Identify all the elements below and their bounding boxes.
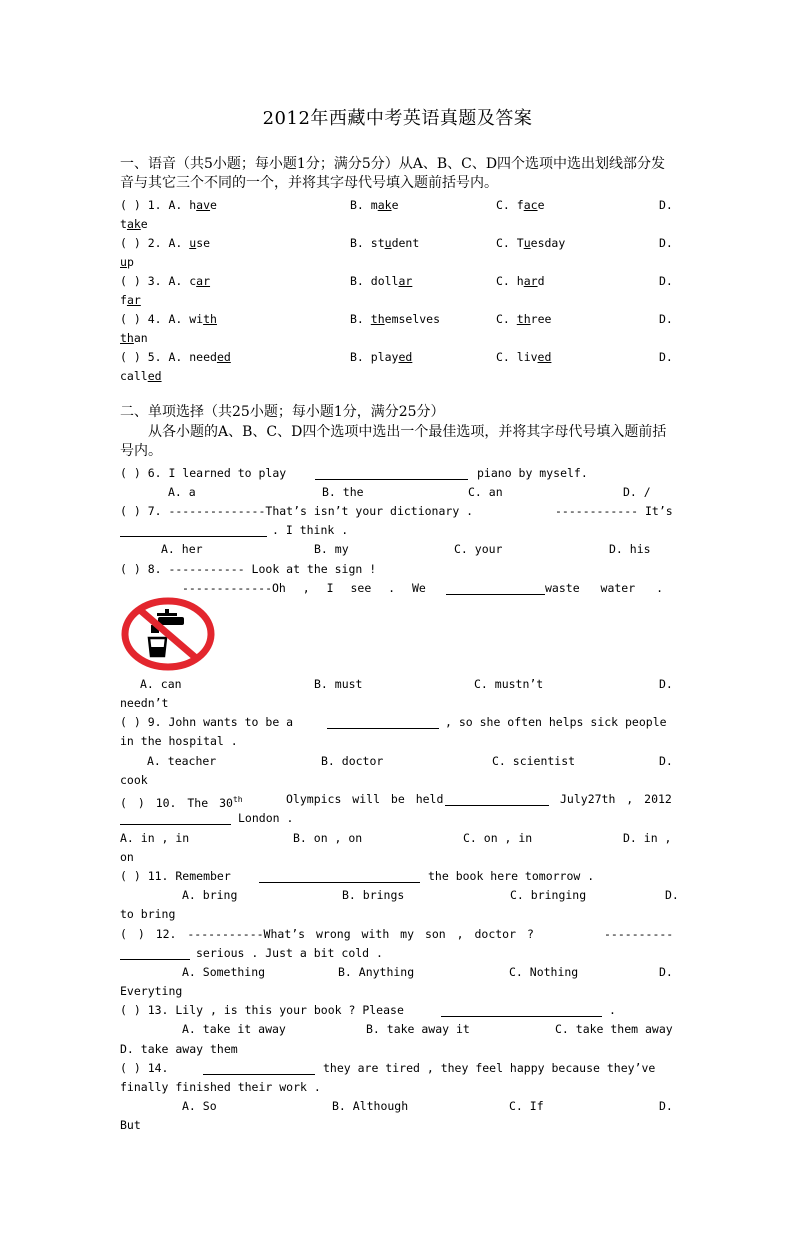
option-a	[120, 348, 231, 367]
phonetics-question-4	[120, 310, 675, 329]
question-10-options	[120, 829, 675, 848]
phonetics-question-2-option-d	[120, 253, 675, 272]
question-9-option-d: cook	[120, 773, 148, 787]
option-c: C. on , in	[463, 831, 533, 845]
question-11	[120, 867, 675, 886]
option-text: se	[196, 236, 211, 250]
option-text: A. c	[168, 274, 197, 288]
option-a: A. her	[161, 542, 203, 556]
option-text: A. need	[168, 350, 217, 364]
option-d-label: D.	[659, 965, 673, 979]
option-c: C. Nothing	[509, 965, 579, 979]
option-c: C. If	[509, 1099, 544, 1113]
section1-heading	[120, 155, 675, 193]
question-9-stem: ( ) 9. John wants to be a	[120, 715, 294, 729]
answer-blank[interactable]	[446, 582, 545, 595]
option-text: ( ) 1.	[120, 198, 169, 212]
option-b	[350, 348, 412, 367]
option-d-label	[659, 348, 673, 367]
option-text: ree	[530, 312, 552, 326]
option-text: dent	[391, 236, 420, 250]
option-d-label: D. in ,	[623, 831, 672, 845]
question-6-end: piano by myself.	[477, 466, 588, 480]
option-text: C. h	[496, 274, 524, 288]
question-10	[120, 790, 675, 809]
option-c: C. scientist	[492, 754, 576, 768]
option-a: A. in , in	[120, 831, 190, 845]
option-a	[120, 196, 217, 215]
option-text: d	[537, 274, 545, 288]
option-b: B. take away it	[366, 1022, 470, 1036]
question-12-option-d: Everyting	[120, 984, 183, 998]
underlined-letters: th	[516, 312, 531, 326]
section1-heading-line1: 一、语音（共5小题；每小题1分；满分5分）从A、B、C、D四个选项中选出划线部分发	[120, 156, 666, 172]
option-text: C.	[496, 312, 517, 326]
option-b	[350, 196, 399, 215]
option-d: D. his	[609, 542, 651, 556]
question-9-end: , so she often helps sick people	[445, 715, 667, 729]
question-13-end: .	[609, 1003, 616, 1017]
phonetics-question-5-option-d	[120, 367, 675, 386]
option-text: an	[133, 331, 148, 345]
question-7-stem: ( ) 7. --------------That’s isn’t your dictionary .	[120, 504, 474, 518]
question-14	[120, 1059, 675, 1078]
section2-instruction	[148, 423, 675, 442]
option-text: p	[126, 255, 134, 269]
option-a: A. Something	[182, 965, 266, 979]
option-text: e	[140, 217, 148, 231]
option-text: A.	[168, 236, 190, 250]
option-c	[496, 234, 565, 253]
option-text: emselves	[384, 312, 441, 326]
option-d-label: D.	[665, 888, 679, 902]
option-text: e	[537, 198, 545, 212]
question-10-line2	[120, 809, 675, 828]
underlined-letters: ar	[196, 274, 211, 288]
answer-blank[interactable]	[327, 716, 439, 729]
answer-blank[interactable]	[203, 1062, 315, 1075]
underlined-letters: u	[384, 236, 392, 250]
option-text: A. h	[168, 198, 197, 212]
answer-blank[interactable]	[259, 870, 420, 883]
option-b: B. must	[314, 677, 363, 691]
option-b	[350, 234, 419, 253]
question-7-options	[120, 540, 675, 559]
option-text: ( ) 2.	[120, 236, 169, 250]
question-8-response: -------------Oh , I see . We	[182, 581, 426, 595]
question-10-end: London .	[238, 811, 294, 825]
answer-blank[interactable]	[315, 467, 468, 480]
section2-heading: 二、单项选择（共25小题；每小题1分，满分25分）	[120, 404, 445, 420]
option-c: C. your	[454, 542, 503, 556]
answer-blank[interactable]	[120, 947, 190, 960]
option-c	[496, 272, 545, 291]
question-8-end: waste water .	[545, 581, 664, 595]
superscript: th	[232, 795, 243, 804]
underlined-letters: ar	[126, 293, 141, 307]
underlined-letters: ed	[398, 350, 413, 364]
underlined-letters: th	[120, 331, 134, 345]
option-text: t	[120, 217, 127, 231]
option-b: B. my	[314, 542, 349, 556]
option-a: A. a	[168, 485, 196, 499]
option-text: B. play	[350, 350, 399, 364]
option-text: B. st	[350, 236, 385, 250]
underlined-letters: ar	[523, 274, 538, 288]
option-text: e	[210, 198, 217, 212]
phonetics-question-4-option-d	[120, 329, 675, 348]
question-13-stem: ( ) 13. Lily , is this your book ? Please	[120, 1003, 404, 1017]
option-c: C. an	[468, 485, 503, 499]
phonetics-question-3-option-d	[120, 291, 675, 310]
option-text: esday	[530, 236, 566, 250]
option-text: D.	[659, 350, 673, 364]
option-c	[496, 310, 551, 329]
question-9-options	[120, 752, 675, 771]
underlined-letters: ak	[377, 198, 392, 212]
option-a	[120, 272, 210, 291]
option-text: D.	[659, 236, 673, 250]
underlined-letters: ak	[126, 217, 141, 231]
option-d-label: D.	[659, 677, 673, 691]
question-11-end: the book here tomorrow .	[428, 869, 595, 883]
underlined-letters: th	[203, 312, 217, 326]
question-11-options	[120, 886, 679, 905]
underlined-letters: u	[189, 236, 197, 250]
underlined-letters: ed	[537, 350, 552, 364]
question-13	[120, 1001, 675, 1020]
question-8-option-d: needn’t	[120, 696, 169, 710]
option-text: D.	[659, 274, 673, 288]
question-10-date: July27th , 2012	[560, 792, 672, 806]
question-11-option-d: to bring	[120, 907, 176, 921]
option-d-label	[659, 272, 673, 291]
option-b	[350, 310, 440, 329]
phonetics-question-3	[120, 272, 675, 291]
option-d-label	[659, 310, 673, 329]
option-text: ( ) 5.	[120, 350, 169, 364]
question-6-stem: ( ) 6. I learned to play	[120, 466, 287, 480]
option-text: e	[391, 198, 399, 212]
phonetics-question-5	[120, 348, 675, 367]
option-b: B. on , on	[293, 831, 363, 845]
question-14-option-d: But	[120, 1118, 141, 1132]
option-a: A. teacher	[147, 754, 217, 768]
option-b: B. Although	[332, 1099, 409, 1113]
underlined-letters: ac	[523, 198, 538, 212]
option-d-label: D.	[659, 754, 673, 768]
option-a: A. So	[182, 1099, 217, 1113]
option-a	[120, 234, 210, 253]
option-d-label: D.	[659, 1099, 673, 1113]
option-text: C. T	[496, 236, 524, 250]
question-7-line2	[120, 521, 675, 540]
question-7-end: . I think .	[272, 523, 349, 537]
phonetics-question-1	[120, 196, 675, 215]
question-7-mid: ------------ It’s	[555, 504, 673, 518]
question-12-stem: ( ) 12. -----------What’s wrong with my son , doctor ?	[120, 927, 534, 941]
option-b: B. Anything	[338, 965, 415, 979]
answer-blank[interactable]	[441, 1004, 602, 1017]
question-10-option-d: on	[120, 850, 134, 864]
question-10-stem-text: ( ) 10. The 30	[120, 795, 233, 810]
option-d-label	[659, 234, 673, 253]
option-text: f	[120, 293, 127, 307]
underlined-letters: u	[120, 255, 127, 269]
option-text: B. doll	[350, 274, 399, 288]
underlined-letters: ed	[147, 369, 162, 383]
option-a: A. can	[140, 677, 182, 691]
question-8	[120, 560, 675, 579]
option-c: C. take them away	[555, 1022, 673, 1036]
option-b	[350, 272, 412, 291]
question-14-line2: finally finished their work .	[120, 1080, 321, 1094]
option-text: ( ) 3.	[120, 274, 169, 288]
underlined-letters: ed	[216, 350, 231, 364]
question-12-end: serious . Just a bit cold .	[196, 946, 383, 960]
page-title: 2012年西藏中考英语真题及答案	[262, 108, 533, 129]
question-11-stem: ( ) 11. Remember	[120, 869, 231, 883]
option-a: A. bring	[182, 888, 238, 902]
option-text: D.	[659, 198, 673, 212]
question-13-options	[120, 1020, 675, 1039]
question-14-end: they are tired , they feel happy because they’ve	[323, 1061, 656, 1075]
option-text: B.	[350, 312, 371, 326]
section2-instruction-line2: 号内。	[120, 443, 162, 459]
answer-blank[interactable]	[445, 793, 549, 806]
option-c	[496, 348, 551, 367]
option-text: ( ) 4.	[120, 312, 169, 326]
underlined-letters: u	[523, 236, 531, 250]
question-6-options	[120, 483, 675, 502]
option-c: C. bringing	[510, 888, 587, 902]
underlined-letters: av	[196, 198, 211, 212]
section1-heading-line2: 音与其它三个不同的一个，并将其字母代号填入题前括号内。	[120, 175, 498, 191]
option-text: C. liv	[496, 350, 538, 364]
question-7	[120, 502, 675, 521]
answer-blank[interactable]	[120, 524, 267, 537]
question-6	[120, 464, 675, 483]
option-text: call	[120, 369, 148, 383]
underlined-letters: ar	[398, 274, 413, 288]
option-text: A. wi	[168, 312, 204, 326]
option-text: C. f	[496, 198, 524, 212]
option-d-label	[659, 196, 673, 215]
question-12-line2	[120, 944, 675, 963]
question-13-option-d: D. take away them	[120, 1042, 238, 1056]
no-drinking-water-sign-icon	[120, 596, 216, 672]
phonetics-question-2	[120, 234, 675, 253]
option-c: C. mustn’t	[474, 677, 544, 691]
option-text: B. m	[350, 198, 378, 212]
question-14-stem: ( ) 14.	[120, 1061, 169, 1075]
question-14-options	[120, 1097, 675, 1116]
option-b: B. brings	[342, 888, 405, 902]
option-text: D.	[659, 312, 673, 326]
option-a: A. take it away	[182, 1022, 286, 1036]
question-12-mid: ----------	[604, 927, 674, 941]
question-8-stem: ( ) 8. ----------- Look at the sign !	[120, 562, 377, 576]
question-10-mid: Olympics will be held	[286, 792, 444, 806]
option-a	[120, 310, 217, 329]
question-12-options	[120, 963, 675, 982]
phonetics-question-1-option-d	[120, 215, 675, 234]
option-c	[496, 196, 545, 215]
question-8-options	[120, 675, 675, 694]
option-d: D. /	[623, 485, 651, 499]
option-b: B. the	[322, 485, 364, 499]
option-b: B. doctor	[321, 754, 384, 768]
answer-blank[interactable]	[120, 812, 231, 825]
section2-instruction-line1: 从各小题的A、B、C、D四个选项中选出一个最佳选项，并将其字母代号填入题前括	[148, 424, 667, 440]
question-9-line2: in the hospital .	[120, 734, 238, 748]
underlined-letters: th	[370, 312, 385, 326]
question-9	[120, 713, 675, 732]
question-12	[120, 925, 675, 944]
